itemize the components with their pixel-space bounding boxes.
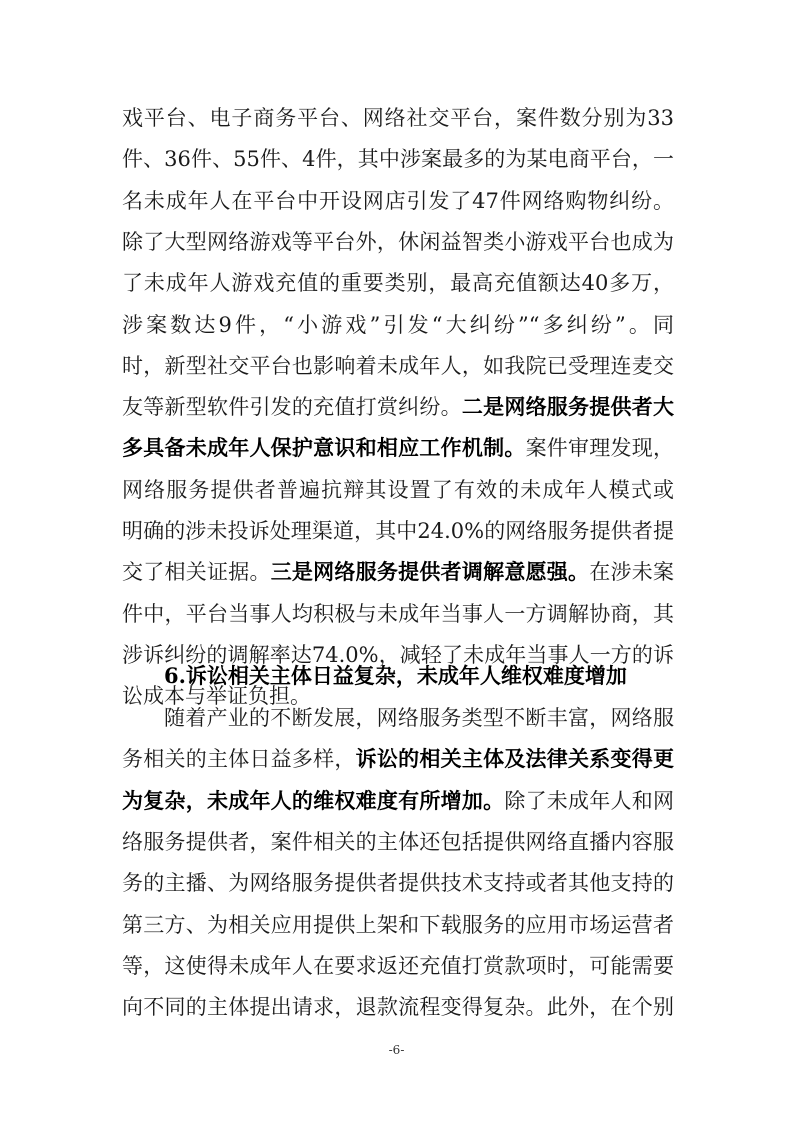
bold-text-run: 三是网络服务提供者调解意愿强。: [270, 559, 590, 585]
text-line: [122, 389, 674, 425]
text-run: 讼成本与举证负担。: [122, 684, 311, 709]
text-run: 戏平台、电子商务平台、网络社交平台，案件数分别为33: [122, 106, 674, 130]
text-line: [122, 554, 674, 590]
text-line: [122, 100, 674, 136]
bold-text-run: 二是网络服务提供者大: [461, 394, 675, 420]
text-run: 除了大型网络游戏等平台外，休闲益智类小游戏平台也成为: [122, 229, 674, 254]
text-run: 交了相关证据。: [122, 560, 271, 585]
text-line: [122, 783, 674, 819]
text-run: 件中，平台当事人均积极与未成年当事人一方调解协商，其: [122, 601, 674, 626]
text-run: 等，这使得未成年人在要求返还充值打赏款项时，可能需要: [122, 953, 674, 978]
text-run: 了未成年人游戏充值的重要类别，最高充值额达40多万，: [122, 271, 674, 296]
text-run: 务相关的主体日益多样，: [122, 747, 356, 772]
text-line: [122, 907, 674, 943]
text-line: [122, 183, 674, 219]
bold-text-run: 为复杂，未成年人的维权难度有所增加。: [122, 787, 505, 813]
section-heading: 6.诉讼相关主体日益复杂，未成年人维权难度增加: [164, 663, 627, 688]
text-run: 向不同的主体提出请求，退款流程变得复杂。此外，在个别: [122, 995, 674, 1020]
text-run: 名未成年人在平台中开设网店引发了47件网络购物纠纷。: [122, 188, 674, 213]
text-run: 务的主播、为网络服务提供者提供技术支持或者其他支持的: [122, 871, 674, 896]
text-line: [122, 989, 674, 1025]
bold-text-run: 多具备未成年人保护意识和相应工作机制。: [122, 435, 526, 461]
text-run: 时，新型社交平台也影响着未成年人，如我院已受理连麦交: [122, 353, 674, 378]
text-line: [122, 596, 674, 632]
text-line: [164, 700, 674, 736]
bold-text-run: 诉讼的相关主体及法律关系变得更: [355, 746, 674, 772]
text-line: [122, 141, 674, 177]
text-line: [122, 265, 674, 301]
text-run: 第三方、为相关应用提供上架和下载服务的应用市场运营者: [122, 912, 674, 937]
text-line: [122, 430, 674, 466]
text-line: [122, 948, 674, 984]
text-line: [122, 865, 674, 901]
text-line: [122, 348, 674, 384]
page-number: -6-: [388, 1043, 405, 1057]
text-run: 案件审理发现，: [525, 436, 675, 461]
text-run: 友等新型软件引发的充值打赏纠纷。: [122, 395, 462, 420]
text-line: [122, 824, 674, 860]
text-line: [122, 472, 674, 508]
text-line: [122, 224, 674, 260]
text-run: 络服务提供者，案件相关的主体还包括提供网络直播内容服: [122, 829, 674, 854]
text-line: [122, 513, 674, 549]
text-line: [122, 741, 674, 777]
text-run: 除了未成年人和网: [504, 788, 675, 813]
text-run: 在涉未案: [589, 560, 675, 585]
text-run: 随着产业的不断发展，网络服务类型不断丰富，网络服: [164, 706, 674, 730]
text-run: 涉案数达9件，“小游戏”引发“大纠纷”“多纠纷”。同: [122, 312, 674, 337]
text-run: 件、36件、55件、4件，其中涉案最多的为某电商平台，一: [122, 147, 674, 172]
text-run: 明确的涉未投诉处理渠道，其中24.0%的网络服务提供者提: [122, 519, 674, 543]
text-run: 网络服务提供者普遍抗辩其设置了有效的未成年人模式或: [122, 477, 674, 502]
text-run: 涉诉纠纷的调解率达74.0%，减轻了未成年当事人一方的诉: [122, 642, 674, 667]
text-line: [122, 307, 674, 343]
